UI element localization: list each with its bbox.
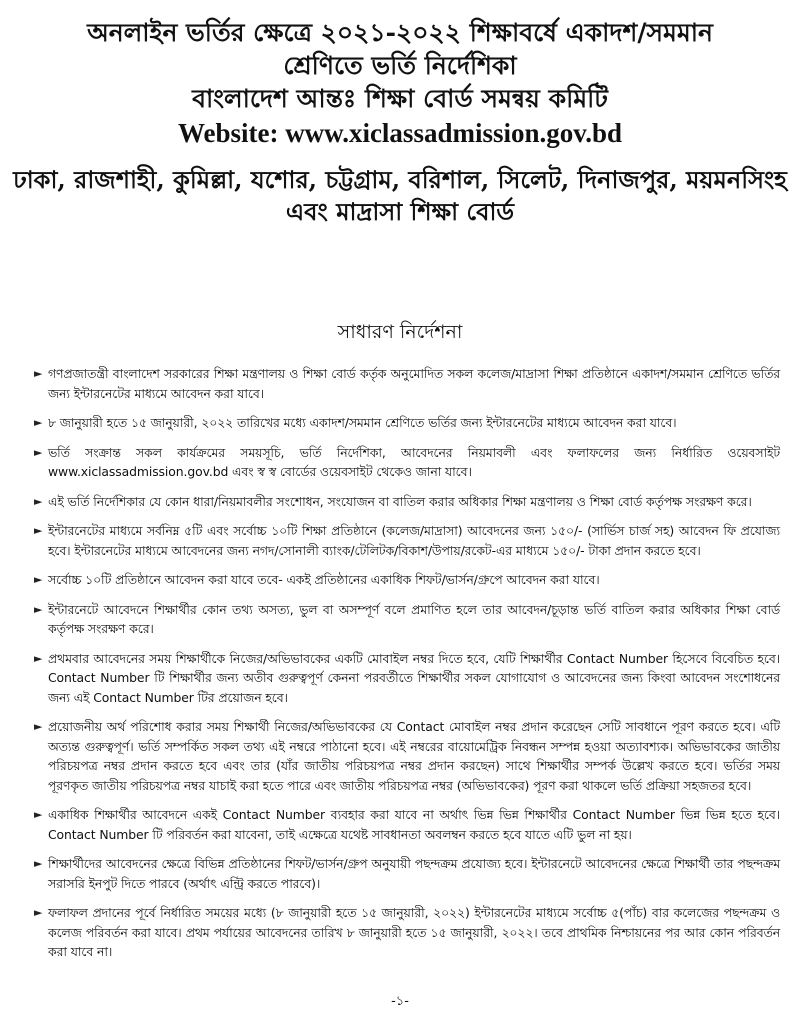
bullet-arrow-icon: ► — [34, 602, 43, 616]
list-item — [34, 570, 780, 590]
bullet-arrow-icon: ► — [34, 651, 43, 665]
list-item — [34, 600, 780, 639]
list-item — [34, 443, 780, 482]
list-item-text: এই ভর্তি নির্দেশিকার যে কোন ধারা/নিয়মাবলীর সংশোধন, সংযোজন বা বাতিল করার অধিকার শিক্ষা মন্ত্রণালয় ও শিক্ষা বোর্ড কর্তৃপক্ষ সংরক্ষণ করে। — [48, 493, 752, 509]
list-item-text: ৮ জানুয়ারী হতে ১৫ জানুয়ারী, ২০২২ তারিখের মধ্যে একাদশ/সমমান শ্রেণিতে ভর্তির জন্য ইন্টারনেটের মাধ্যমে আবেদন করা যাবে। — [48, 415, 677, 430]
section-title: সাধারণ নির্দেশনা — [337, 321, 463, 343]
list-item — [34, 492, 780, 512]
title-line-3: বাংলাদেশ আন্তঃ শিক্ষা বোর্ড সমন্বয় কমিটি — [192, 84, 608, 113]
list-item — [34, 717, 780, 795]
list-item — [34, 521, 780, 560]
list-item — [34, 854, 780, 893]
boards-line-2: এবং মাদ্রাসা শিক্ষা বোর্ড — [285, 197, 515, 226]
list-item-text: প্রথমবার আবেদনের সময় শিক্ষার্থীকে নিজের/অভিভাবকের একটি মোবাইল নম্বর দিতে হবে, যেটি শিক্ষার্থীর Contact Number হিসেবে বিবেচিত হবে। Contact Number টি শিক্ষার্থীর জন্য অতীব গুরুত্বপূর্ণ কেননা পরবর্তীতে শিক্ষার্থীর সকল যোগাযোগ ও আবেদনের জন্য কিংবা আবেদন সংশোধনের জন্য এই Contact Number টির প্রয়োজন হবে। — [48, 650, 780, 705]
instruction-list — [34, 364, 780, 972]
bullet-arrow-icon: ► — [34, 367, 43, 380]
title-line-1: অনলাইন ভর্তির ক্ষেত্রে ২০২১-২০২২ শিক্ষাবর্ষে একাদশ/সমমান — [87, 18, 713, 47]
list-item-text: গণপ্রজাতন্ত্রী বাংলাদেশ সরকারের শিক্ষা মন্ত্রণালয় ও শিক্ষা বোর্ড কর্তৃক অনুমোদিত সকল কলেজ/মাদ্রাসা শিক্ষা প্রতিষ্ঠানে একাদশ/সমমান শ্রেণিতে ভর্তির জন্য ইন্টারনেটের মাধ্যমে আবেদন করা যাবে। — [48, 366, 780, 401]
list-item — [34, 649, 780, 708]
website-line: Website: www.xiclassadmission.gov.bd — [177, 118, 623, 148]
list-item — [34, 364, 780, 403]
bullet-arrow-icon: ► — [34, 808, 43, 821]
list-item — [34, 413, 780, 433]
bullet-arrow-icon: ► — [34, 494, 43, 508]
list-item-text: ফলাফল প্রদানের পূর্বে নির্ধারিত সময়ের মধ্যে (৮ জানুয়ারী হতে ১৫ জানুয়ারী, ২০২২) ইন্টারনেটের মাধ্যমে সর্বোচ্চ ৫(পাঁচ) বার কলেজের পছন্দক্রম ও কলেজ পরিবর্তন করা যাবে। প্রথম পর্যায়ের আবেদনের তারিখ ৮ জানুয়ারী হতে ১৫ জানুয়ারী, ২০২২। তবে প্রাথমিক নিশ্চায়নের পর আর কোন পরিবর্তন করা যাবে না। — [48, 905, 780, 959]
list-item-text: ভর্তি সংক্রান্ত সকল কার্যক্রমের সময়সূচি, ভর্তি নির্দেশিকা, আবেদনের নিয়মাবলী এবং ফলাফলের জন্য নির্ধারিত ওয়েবসাইট www.xiclassadmission.gov.bd এবং স্ব স্ব বোর্ডের ওয়েবসাইট থেকেও জানা যাবে। — [48, 444, 780, 479]
page-number: -১- — [391, 994, 409, 1009]
list-item-text: ইন্টারনেটের মাধ্যমে সর্বনিম্ন ৫টি এবং সর্বোচ্চ ১০টি শিক্ষা প্রতিষ্ঠানে (কলেজ/মাদ্রাসা) আবেদনের জন্য ১৫০/- (সার্ভিস চার্জ সহ) আবেদন ফি প্রযোজ্য হবে। ইন্টারনেটের মাধ্যমে আবেদনের জন্য নগদ/সোনালী ব্যাংক/টেলিটক/বিকাশ/উপায়/রকেট-এর মাধ্যমে ১৫০/- টাকা প্রদান করতে হবে। — [48, 523, 780, 558]
list-item-text: সর্বোচ্চ ১০টি প্রতিষ্ঠানে আবেদন করা যাবে তবে- একই প্রতিষ্ঠানের একাধিক শিফট/ভার্সন/গ্রুপে আবেদন করা যাবে। — [48, 572, 600, 587]
bullet-arrow-icon: ► — [34, 720, 43, 733]
boards-line-1: ঢাকা, রাজশাহী, কুমিল্লা, যশোর, চট্টগ্রাম, বরিশাল, সিলেট, দিনাজপুর, ময়মনসিংহ — [13, 165, 787, 194]
bullet-arrow-icon: ► — [34, 445, 43, 459]
bullet-arrow-icon: ► — [34, 416, 43, 429]
document-header — [0, 16, 800, 228]
title-line-2: শ্রেণিতে ভর্তি নির্দেশিকা — [283, 51, 517, 80]
list-item-text: ইন্টারনেটে আবেদনে শিক্ষার্থীর কোন তথ্য অসত্য, ভুল বা অসম্পূর্ণ বলে প্রমাণিত হলে তার আবেদন/চূড়ান্ত ভর্তি বাতিল করার অধিকার শিক্ষা বোর্ড কর্তৃপক্ষ সংরক্ষণ করে। — [48, 601, 780, 636]
list-item-text: প্রয়োজনীয় অর্থ পরিশোধ করার সময় শিক্ষার্থী নিজের/অভিভাবকের যে Contact মোবাইল নম্বর প্রদান করেছেন সেটি সাবধানে পূরণ করতে হবে। এটি অত্যন্ত গুরুত্বপূর্ণ। ভর্তি সম্পর্কিত সকল তথ্য এই নম্বরে পাঠানো হবে। এই নম্বরের বায়োমেট্রিক নিবন্ধন সম্পন্ন হওয়া অত্যাবশ্যক। অভিভাবকের জাতীয় পরিচয়পত্র নম্বর প্রদান করতে হবে এবং তার (যাঁর জাতীয় পরিচয়পত্র নম্বর প্রদান করছেন) সাথে শিক্ষার্থীর সম্পর্ক উল্লেখ করতে হবে। ভর্তির সময় পূরণকৃত জাতীয় পরিচয়পত্র নম্বর যাচাই করা হতে পারে এবং জাতীয় পরিচয়পত্র নম্বর (অভিভাবকের) পূরণ করা থাকলে ভর্তি প্রক্রিয়া সহজতর হবে। — [48, 719, 780, 793]
bullet-arrow-icon: ► — [34, 524, 43, 537]
list-item — [34, 805, 780, 844]
list-item — [34, 903, 780, 962]
boards-block — [0, 164, 800, 228]
bullet-arrow-icon: ► — [34, 573, 43, 586]
list-item-text: একাধিক শিক্ষার্থীর আবেদনে একই Contact Number ব্যবহার করা যাবে না অর্থাৎ ভিন্ন ভিন্ন শিক্ষার্থীর Contact Number ভিন্ন ভিন্ন হতে হবে। Contact Number টি পরিবর্তন করা যাবেনা, তাই এক্ষেত্রে যথেষ্ট সাবধানতা অবলম্বন করতে হবে যাতে এটি ভুল না হয়। — [48, 807, 780, 842]
bullet-arrow-icon: ► — [34, 857, 43, 870]
list-item-text: শিক্ষার্থীদের আবেদনের ক্ষেত্রে বিভিন্ন প্রতিষ্ঠানের শিফট/ভার্সন/গ্রুপ অনুযায়ী পছন্দক্রম প্রযোজ্য হবে। ইন্টারনেটে আবেদনের ক্ষেত্রে শিক্ষার্থী তার পছন্দক্রম সরাসরি ইনপুট দিতে পারবে (অর্থাৎ এন্ট্রি করতে পারবে)। — [48, 856, 780, 891]
bullet-arrow-icon: ► — [34, 906, 43, 919]
